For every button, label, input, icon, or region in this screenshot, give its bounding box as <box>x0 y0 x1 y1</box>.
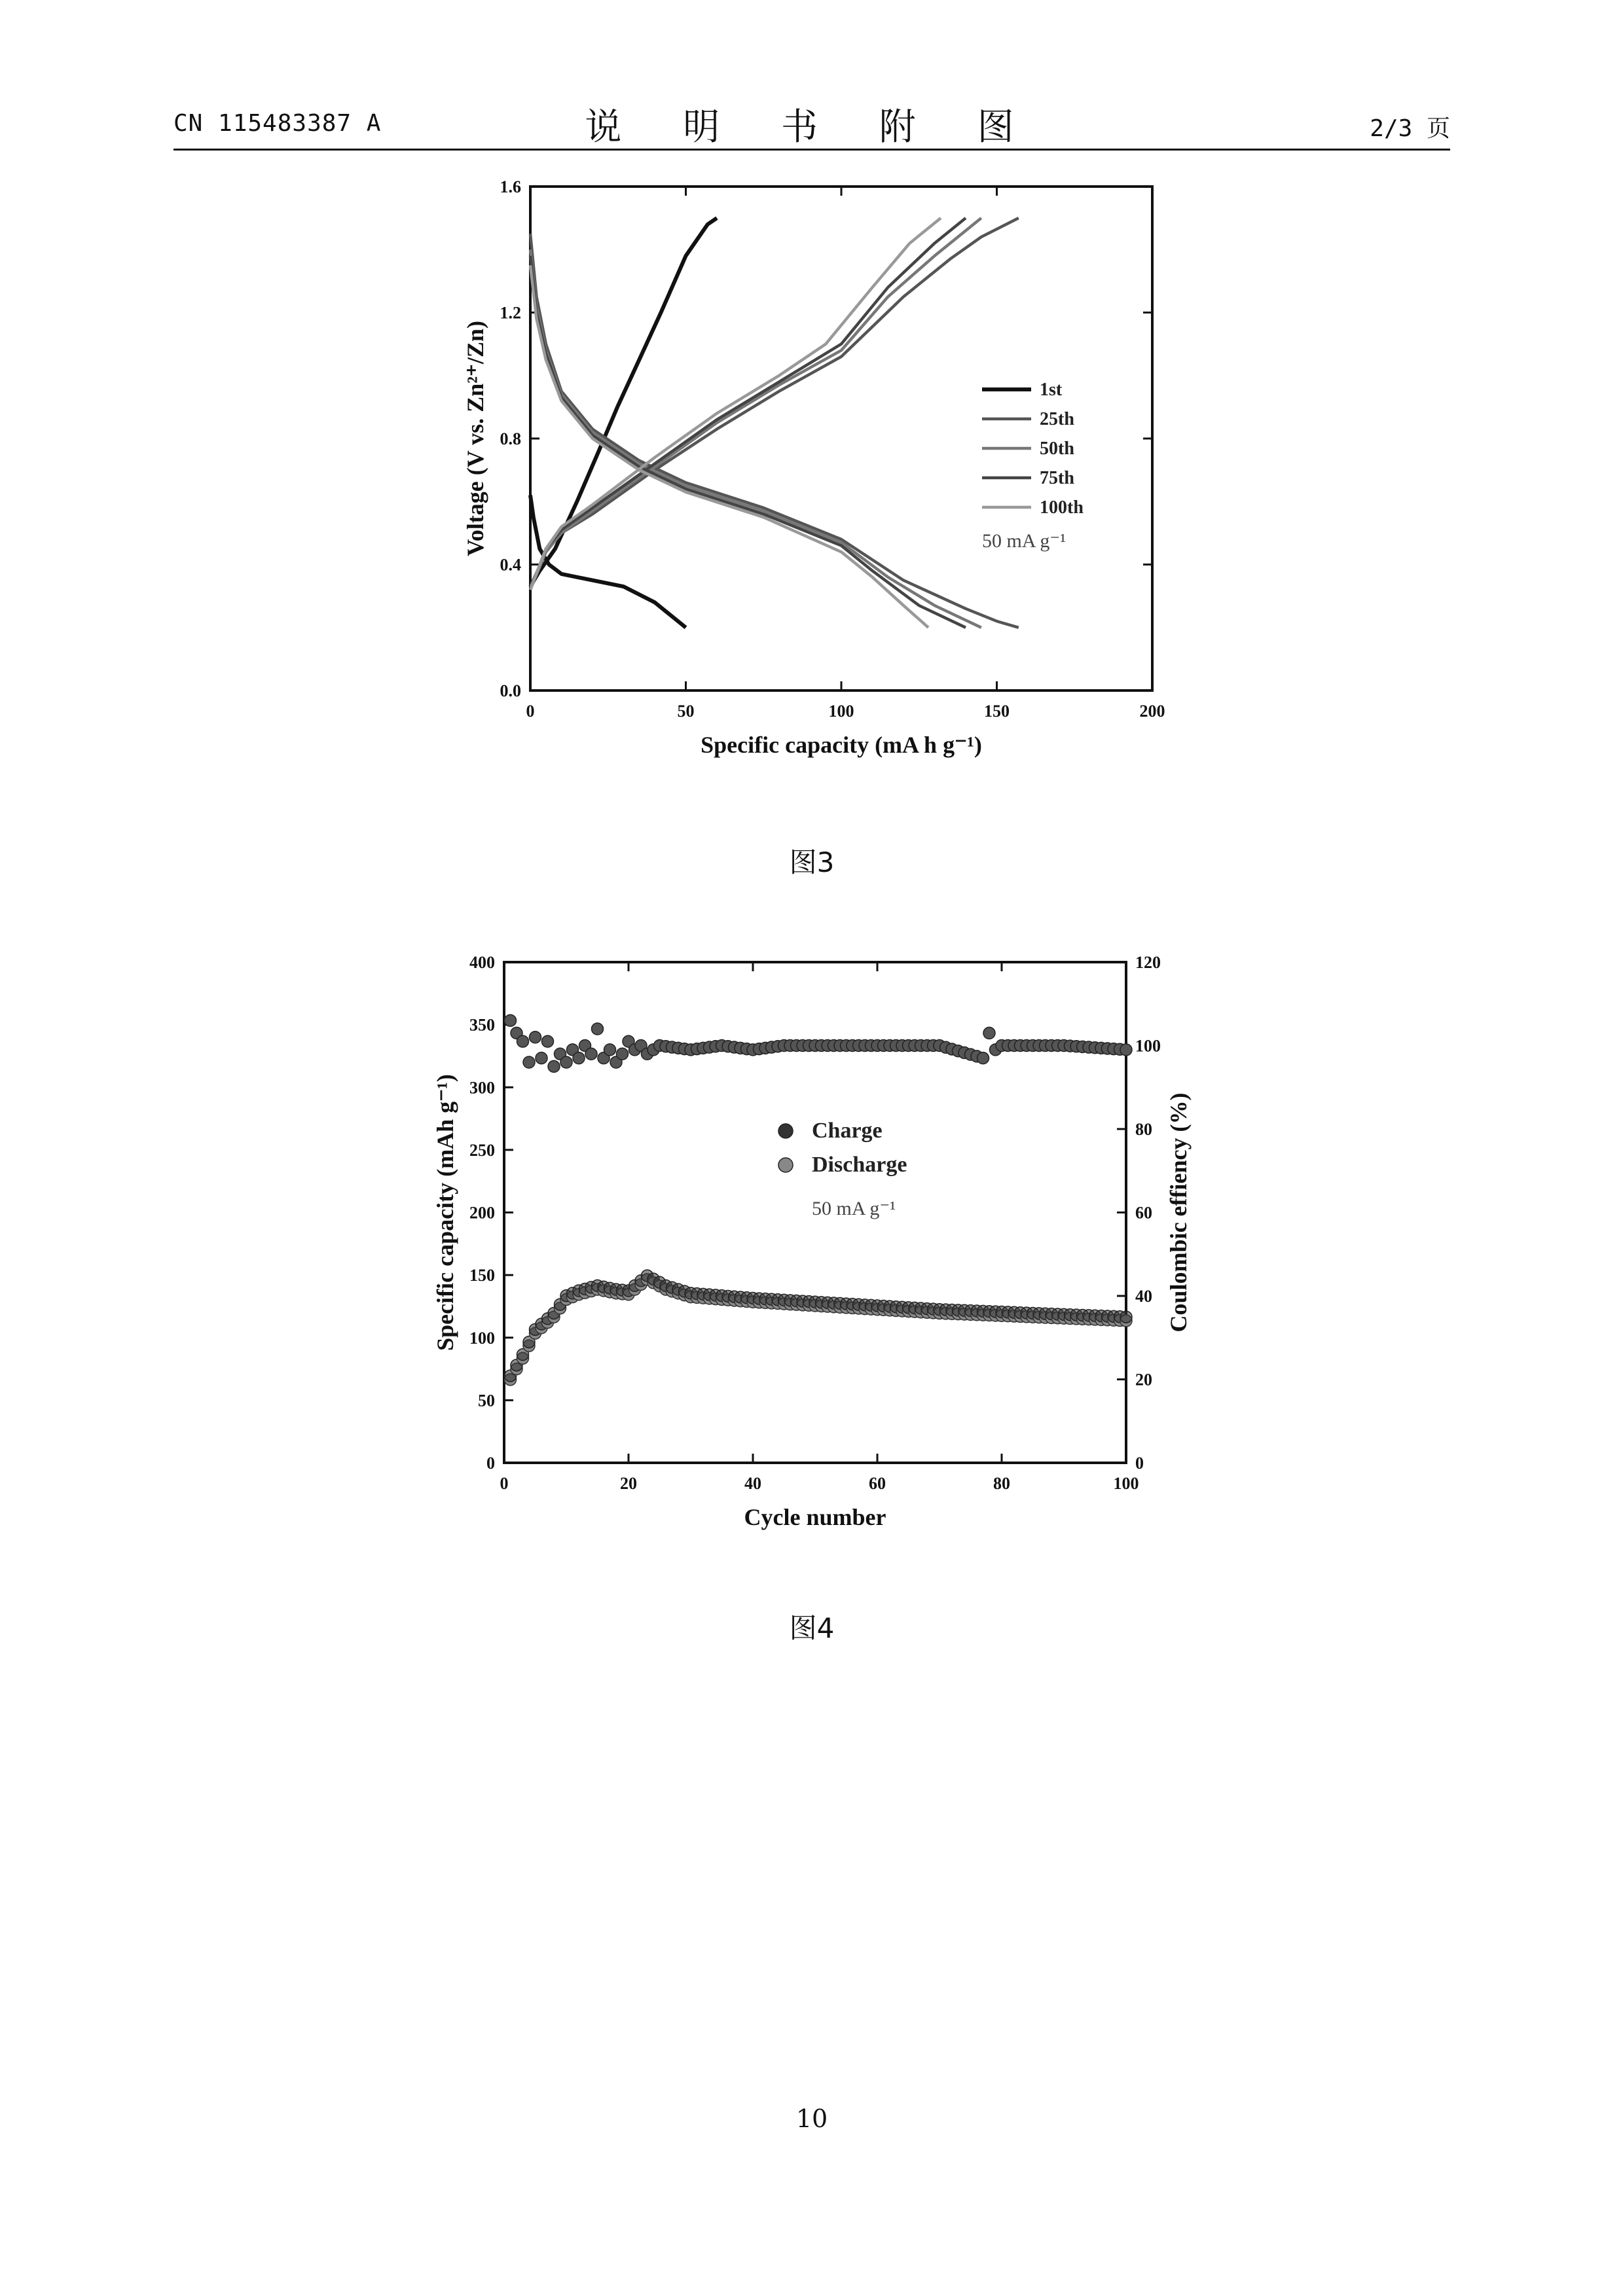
efficiency-point <box>573 1052 585 1064</box>
x-tick-label: 80 <box>993 1474 1010 1493</box>
x-tick-label: 60 <box>869 1474 886 1493</box>
y-tick-label: 50 <box>478 1391 495 1410</box>
x-tick-label: 100 <box>1113 1474 1139 1493</box>
document-title: 说 明 书 附 图 <box>585 106 1039 149</box>
y-tick-label: 0 <box>486 1454 495 1473</box>
x-tick-label: 0 <box>526 702 535 721</box>
x-tick-label: 20 <box>620 1474 637 1493</box>
efficiency-point <box>542 1035 554 1047</box>
y-right-tick-label: 120 <box>1135 953 1161 972</box>
current-density-note: 50 mA g⁻¹ <box>812 1198 896 1219</box>
figure-4 <box>419 936 1231 1551</box>
y-right-axis-label: Coulombic effiency (%) <box>1165 1092 1192 1333</box>
series-line-25th-discharge <box>530 234 1019 628</box>
y-right-tick-label: 0 <box>1135 1454 1144 1473</box>
efficiency-point <box>548 1060 560 1072</box>
figure-3-caption: 图3 <box>789 846 835 878</box>
efficiency-point <box>585 1048 597 1060</box>
series-line-100th-charge <box>530 218 941 590</box>
legend-marker-Discharge <box>778 1158 793 1172</box>
legend-label-50th: 50th <box>1040 439 1074 459</box>
efficiency-point <box>523 1056 535 1068</box>
legend-label-75th: 75th <box>1040 468 1074 488</box>
y-right-tick-label: 100 <box>1135 1036 1161 1056</box>
efficiency-point <box>1120 1044 1132 1056</box>
current-density-note: 50 mA g⁻¹ <box>982 530 1067 552</box>
x-tick-label: 0 <box>500 1474 509 1493</box>
efficiency-point <box>517 1035 529 1047</box>
legend-label-Charge: Charge <box>812 1119 883 1143</box>
page-header <box>173 98 1450 151</box>
voltage-capacity-chart <box>432 173 1192 789</box>
x-tick-label: 100 <box>828 702 854 721</box>
x-tick-label: 50 <box>677 702 695 721</box>
header-rule <box>173 149 1450 151</box>
efficiency-point <box>977 1052 989 1064</box>
page-number: 10 <box>795 2104 828 2133</box>
efficiency-point <box>530 1031 541 1043</box>
publication-number: CN 115483387 A <box>173 110 382 137</box>
efficiency-point <box>617 1048 629 1060</box>
figure-3 <box>432 173 1192 789</box>
page-of-count: 2/3 页 <box>1370 115 1450 142</box>
series-line-25th-charge <box>530 218 1019 586</box>
cycling-performance-chart <box>419 936 1231 1551</box>
figure-4-caption: 图4 <box>789 1612 835 1644</box>
y-axis-label: Specific capacity (mAh g⁻¹) <box>432 1074 458 1351</box>
legend-marker-Charge <box>778 1124 793 1138</box>
y-tick-label: 0.4 <box>500 555 521 575</box>
y-tick-label: 100 <box>469 1328 495 1348</box>
legend-label-1st: 1st <box>1040 380 1063 400</box>
y-right-tick-label: 80 <box>1135 1120 1152 1139</box>
x-axis-label: Specific capacity (mA h g⁻¹) <box>701 732 982 758</box>
charge-point <box>1120 1311 1132 1323</box>
legend-label-Discharge: Discharge <box>812 1153 907 1177</box>
y-tick-label: 300 <box>469 1078 495 1098</box>
y-tick-label: 0.0 <box>500 681 521 700</box>
efficiency-point <box>604 1044 616 1056</box>
series-line-1st-discharge <box>530 495 686 628</box>
y-tick-label: 150 <box>469 1266 495 1285</box>
y-axis-label: Voltage (V vs. Zn²⁺/Zn) <box>462 321 488 556</box>
x-tick-label: 200 <box>1139 702 1165 721</box>
y-tick-label: 1.6 <box>500 177 521 196</box>
y-tick-label: 250 <box>469 1140 495 1160</box>
y-tick-label: 1.2 <box>500 303 521 323</box>
y-tick-label: 350 <box>469 1015 495 1035</box>
legend-label-25th: 25th <box>1040 409 1074 429</box>
efficiency-point <box>505 1014 517 1026</box>
efficiency-point <box>560 1056 572 1068</box>
y-tick-label: 0.8 <box>500 429 521 448</box>
y-tick-label: 200 <box>469 1203 495 1223</box>
x-axis-label: Cycle number <box>744 1504 886 1530</box>
legend-label-100th: 100th <box>1040 497 1084 518</box>
y-right-tick-label: 40 <box>1135 1287 1152 1306</box>
efficiency-point <box>592 1023 604 1035</box>
efficiency-point <box>536 1052 547 1064</box>
x-tick-label: 40 <box>744 1474 761 1493</box>
y-right-tick-label: 20 <box>1135 1370 1152 1390</box>
y-tick-label: 400 <box>469 953 495 972</box>
efficiency-point <box>983 1027 995 1039</box>
x-tick-label: 150 <box>984 702 1010 721</box>
y-right-tick-label: 60 <box>1135 1203 1152 1223</box>
